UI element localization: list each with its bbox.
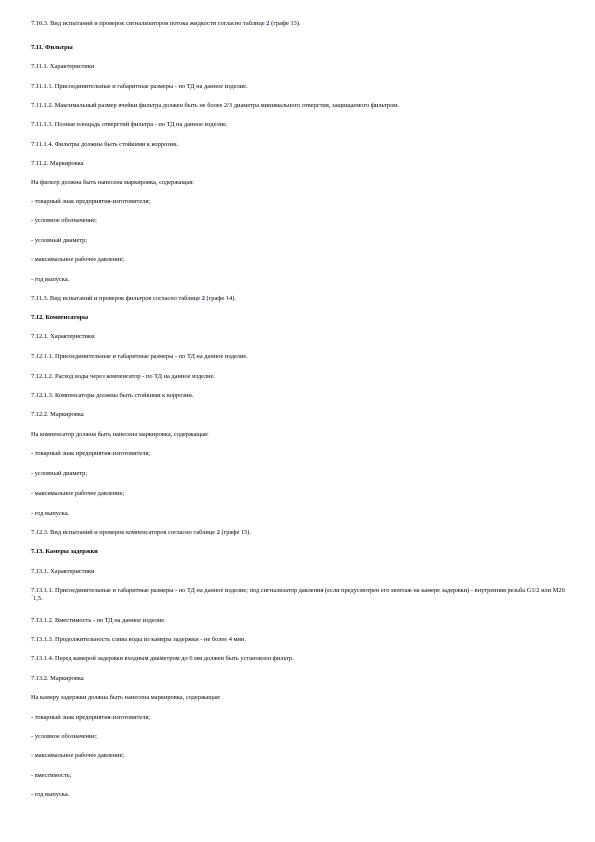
text-line: 7.13.2. Маркировка bbox=[31, 675, 84, 682]
table-reference-link[interactable]: 2 bbox=[201, 295, 205, 302]
text-line bbox=[31, 20, 301, 28]
text-line: - товарный знак предприятия-изготовителя; bbox=[31, 450, 151, 457]
line-text: (графе 13). bbox=[269, 20, 301, 27]
text-line: - максимальное рабочее давление; bbox=[31, 752, 125, 759]
text-line: 7.12.1.3. Компенсаторы должны быть стойкими к коррозии. bbox=[31, 392, 194, 399]
line-text: (графе 14). bbox=[204, 295, 236, 302]
section-heading: 7.11. Фильтры bbox=[31, 44, 73, 51]
text-line: 7.13.1. Характеристики bbox=[31, 568, 95, 575]
text-line: - условное обозначение; bbox=[31, 733, 97, 740]
line-text: 7.10.3. Вид испытаний и проверок сигнализаторов потока жидкости согласно таблице bbox=[31, 20, 267, 27]
text-line: - товарный знак предприятия-изготовителя; bbox=[31, 198, 151, 205]
text-line: - вместимость; bbox=[31, 772, 72, 779]
text-line: 7.12.2. Маркировка bbox=[31, 411, 84, 418]
text-line: 7.13.1.1. Присоединительные и габаритные размеры - по ТД на данное изделие; под сигнализатор давления (если предусмотрен его монтаж на камере задержки) - внутренняя резьба G1/2 или М20 ´1,5. bbox=[31, 587, 565, 602]
text-line: 7.12.1.1. Присоединительные и габаритные размеры - по ТД на данное изделие. bbox=[31, 353, 248, 360]
text-line: 7.11.1.3. Полная площадь отверстий фильтра - по ТД на данное изделие. bbox=[31, 121, 228, 128]
text-line: 7.11.2. Маркировка bbox=[31, 160, 84, 167]
text-line: - год выпуска. bbox=[31, 276, 70, 283]
text-line: - максимальное рабочее давление; bbox=[31, 256, 125, 263]
text-line: 7.11.1. Характеристики bbox=[31, 63, 95, 70]
text-line: - условный диаметр; bbox=[31, 237, 88, 244]
line-text: (графе 15). bbox=[219, 529, 251, 536]
text-line: 7.12.1.2. Расход воды через компенсатор - по ТД на данное изделие. bbox=[31, 373, 216, 380]
text-line: 7.12.1. Характеристики bbox=[31, 333, 95, 340]
text-line: - максимальное рабочее давление; bbox=[31, 490, 125, 497]
line-text: 7.11.3. Вид испытаний и проверок фильтров согласно таблице bbox=[31, 295, 202, 302]
section-heading: 7.12. Компенсаторы bbox=[31, 314, 89, 321]
text-line bbox=[31, 529, 251, 537]
table-reference-link[interactable]: 2 bbox=[266, 20, 270, 27]
text-line: - товарный знак предприятия-изготовителя; bbox=[31, 714, 151, 721]
text-line: - условный диаметр; bbox=[31, 470, 88, 477]
text-line: 7.13.1.2. Вместимость - по ТД на данное изделие. bbox=[31, 617, 166, 624]
text-line: 7.11.1.2. Максимальный размер ячейки фильтра должен быть не более 2/3 диаметра минимального отверстия, защищаемого фильтром. bbox=[31, 102, 399, 109]
text-line: 7.13.1.3. Продолжительность слива воды из камеры задержки - не более 4 мин. bbox=[31, 636, 246, 643]
text-line: На камеру задержки должна быть нанесена маркировка, содержащая: bbox=[31, 694, 221, 701]
text-line bbox=[31, 295, 236, 303]
text-line: На фильтр должна быть нанесена маркировка, содержащая: bbox=[31, 179, 194, 186]
text-line: - условное обозначение; bbox=[31, 217, 97, 224]
text-line: 7.13.1.4. Перед камерой задержки входным диаметром до 6 мм должен быть установлен фильтр. bbox=[31, 655, 294, 662]
text-line: 7.11.1.1. Присоединительные и габаритные размеры - по ТД на данное изделие. bbox=[31, 83, 248, 90]
text-line: На компенсатор должна быть нанесена маркировка, содержащая: bbox=[31, 431, 209, 438]
text-line: - год выпуска. bbox=[31, 510, 70, 517]
text-line: - год выпуска. bbox=[31, 791, 70, 798]
section-heading: 7.13. Камеры задержки bbox=[31, 548, 98, 555]
text-line: 7.11.1.4. Фильтры должны быть стойкими к коррозии. bbox=[31, 141, 179, 148]
table-reference-link[interactable]: 2 bbox=[216, 529, 220, 536]
line-text: 7.12.3. Вид испытаний и проверок компенсаторов согласно таблице bbox=[31, 529, 217, 536]
